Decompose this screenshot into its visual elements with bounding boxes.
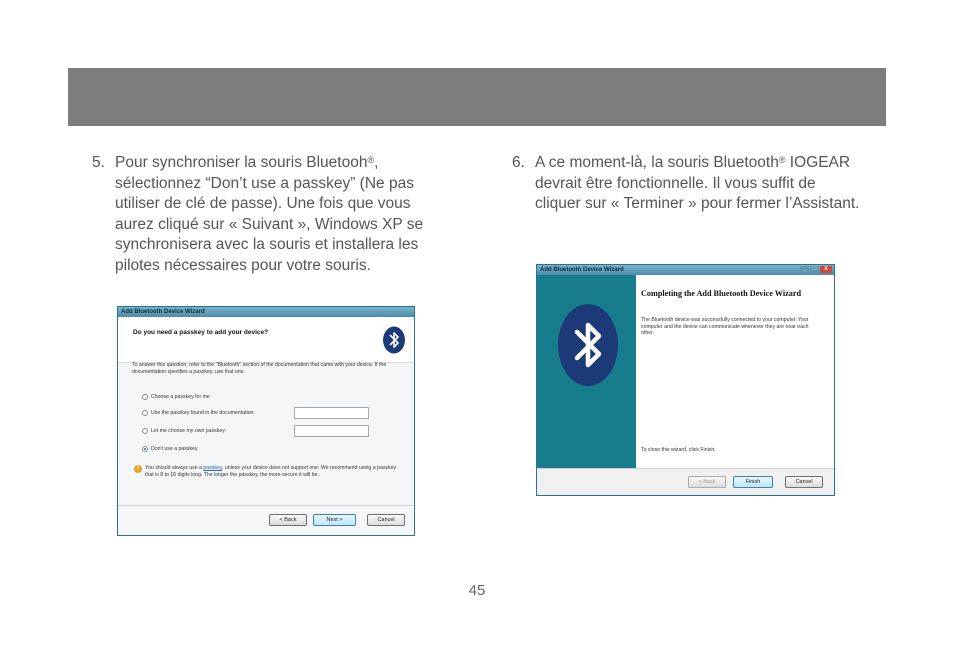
completion-heading: Completing the Add Bluetooth Device Wizard <box>641 289 802 298</box>
registered-mark: ® <box>778 155 786 165</box>
wizard-content <box>636 275 834 468</box>
bluetooth-icon <box>557 303 619 387</box>
dialog-title: Add Bluetooth Device Wizard <box>540 267 624 273</box>
warning-text-end: , unless your device does not support one. We recommend using a passkey that is 8 to 16 digits long. The longer the passkey, the more secure it will be. <box>145 465 397 478</box>
passkey-warning <box>134 465 404 479</box>
option-label: Don't use a passkey <box>151 446 198 452</box>
completion-description: The Bluetooth device was successfully connected to your computer. Your computer and the device can communicate whenever they are near each other. <box>641 317 809 336</box>
step-text-start: A ce moment-là, la souris Bluetooth <box>535 154 779 171</box>
dialog-question: Do you need a passkey to add your device? <box>133 329 269 336</box>
dialog-intro: To answer this question, refer to the "Bluetooth" section of the documentation that came with your device. If the documentation specifies a passkey, use that one. <box>132 362 387 375</box>
passkey-link[interactable]: passkey <box>203 465 223 471</box>
radio-button[interactable] <box>142 428 148 434</box>
registered-mark: ® <box>367 155 375 165</box>
window-controls <box>799 266 832 274</box>
passkey-dialog-screenshot <box>117 306 415 536</box>
dialog-title: Add Bluetooth Device Wizard <box>121 309 205 315</box>
finish-button[interactable]: Finish <box>733 476 773 488</box>
maximize-button[interactable]: □ <box>810 266 819 273</box>
radio-button-selected[interactable] <box>142 446 148 452</box>
step-text <box>535 153 862 215</box>
option-label: Choose a passkey for me <box>151 394 210 400</box>
close-button[interactable]: x <box>820 266 832 273</box>
option-label: Let me choose my own passkey: <box>151 428 227 434</box>
warning-text-start: You should always use a <box>145 465 204 471</box>
dialog-button-bar <box>537 468 834 496</box>
wizard-sidebar <box>537 275 636 468</box>
completing-dialog-screenshot <box>536 264 835 496</box>
header-bar <box>68 68 886 126</box>
step-text-rest: sélectionnez “Don’t use a passkey” (Ne pas utiliser de clé de passe). Une fois que vous aurez cliqué sur « Suivant », Windows XP se synchronisera avec la souris et installera les pilotes nécessaires pour votre souris. <box>115 174 424 274</box>
dialog-header <box>118 317 414 363</box>
step-number: 5. <box>92 154 105 171</box>
back-button[interactable]: < Back <box>688 476 726 488</box>
next-button[interactable]: Next > <box>313 514 356 526</box>
step-text-rest: IOGEAR devrait être fonctionnelle. Il vous suffit de cliquer sur « Terminer » pour fermer l’Assistant. <box>535 154 860 212</box>
cancel-button[interactable]: Cancel <box>367 514 405 526</box>
own-passkey-input[interactable] <box>294 425 369 437</box>
dialog-titlebar <box>537 265 834 275</box>
documentation-passkey-input[interactable] <box>294 407 369 419</box>
step-text-comma: , <box>374 154 379 171</box>
dialog-divider <box>118 505 414 506</box>
close-instruction: To close this wizard, click Finish. <box>641 447 716 453</box>
minimize-button[interactable]: _ <box>800 266 809 273</box>
step-number: 6. <box>512 154 525 171</box>
step-text-start: Pour synchroniser la souris Bluetooh <box>115 154 368 171</box>
step-text <box>115 153 442 276</box>
dialog-titlebar <box>118 307 414 317</box>
radio-button[interactable] <box>142 410 148 416</box>
warning-icon: ! <box>134 465 142 473</box>
cancel-button[interactable]: Cancel <box>785 476 823 488</box>
bluetooth-icon <box>382 326 406 354</box>
back-button[interactable]: < Back <box>269 514 307 526</box>
option-label: Use the passkey found in the documentation: <box>151 410 255 416</box>
page-number: 45 <box>468 582 486 599</box>
radio-button[interactable] <box>142 394 148 400</box>
